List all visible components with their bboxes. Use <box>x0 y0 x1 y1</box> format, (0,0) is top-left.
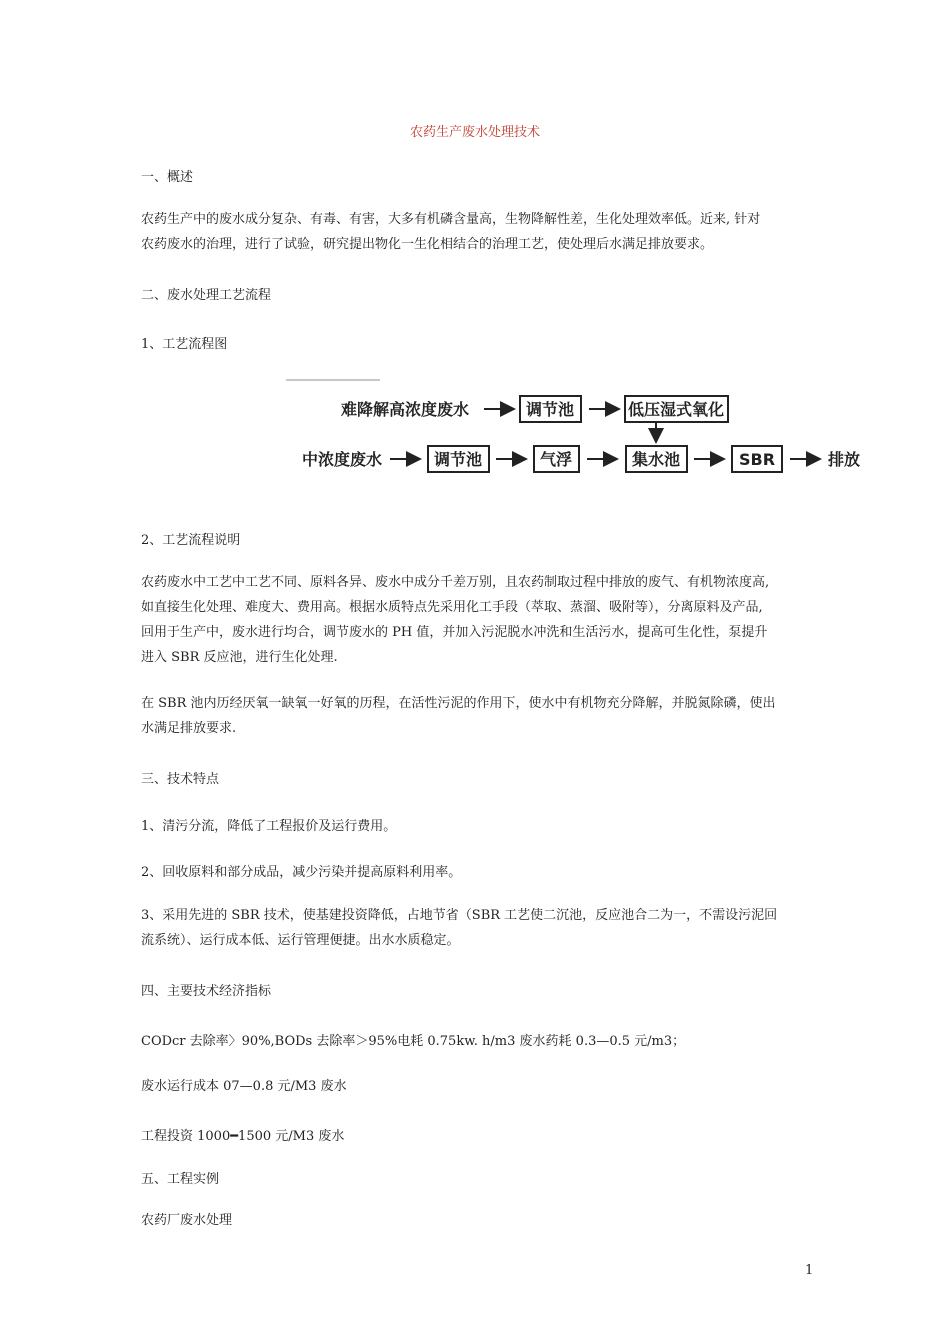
flow-source-high-concentration: 难降解高浓度废水 <box>341 400 470 419</box>
section-heading-indicators: 四、主要技术经济指标 <box>141 984 272 999</box>
example-line-pesticide-plant: 农药厂废水处理 <box>141 1213 233 1228</box>
flow-box-label: 调节池 <box>433 450 483 469</box>
paragraph-line: 在 SBR 池内历经厌氧一缺氧一好氧的历程，在活性污泥的作用下，使水中有机物充分降解，并脱氮除磷，使出 <box>141 696 776 711</box>
flow-box-label: 调节池 <box>525 400 575 419</box>
paragraph-line: 3、采用先进的 SBR 技术，使基建投资降低，占地节省（SBR 工艺使二沉池，反应池合二为一，不需设污泥回 <box>141 908 778 923</box>
flow-box-label: 低压湿式氧化 <box>627 400 725 419</box>
subheading-flow-chart: 1、工艺流程图 <box>141 337 228 352</box>
paragraph-line: 进入 SBR 反应池，进行生化处理. <box>141 650 338 665</box>
flow-description-paragraph-2 <box>141 691 813 741</box>
subheading-flow-description: 2、工艺流程说明 <box>141 533 241 548</box>
paragraph-line: 水满足排放要求. <box>141 721 237 736</box>
feature-item-2: 2、回收原料和部分成品，减少污染并提高原料利用率。 <box>141 865 462 880</box>
process-flow-diagram <box>280 372 870 480</box>
flow-box-label: 气浮 <box>539 450 573 469</box>
section-heading-examples: 五、工程实例 <box>141 1172 220 1187</box>
overview-line-2: 农药废水的治理，进行了试验，研究提出物化一生化相结合的治理工艺，使处理后水满足排放要求。 <box>141 237 714 252</box>
flow-description-paragraph-1 <box>141 570 813 670</box>
document-title: 农药生产废水处理技术 <box>409 125 540 140</box>
overview-line-1: 农药生产中的废水成分复杂、有毒、有害，大多有机磷含量高，生物降解性差，生化处理效率低。近来, 针对 <box>141 212 761 227</box>
page-number: 1 <box>805 1263 814 1278</box>
indicator-line-operating-cost: 废水运行成本 07—0.8 元/M3 废水 <box>141 1079 347 1094</box>
paragraph-line: 回用于生产中，废水进行均合，调节废水的 PH 值，并加入污泥脱水冲洗和生活污水，提高可生化性，泵提升 <box>141 625 768 640</box>
flow-end-discharge: 排放 <box>828 450 861 469</box>
feature-item-1: 1、清污分流，降低了工程报价及运行费用。 <box>141 819 397 834</box>
paragraph-line: 如直接生化处理、难度大、费用高。根据水质特点先采用化工手段（萃取、蒸溜、吸附等），分离原料及产品, <box>141 600 763 615</box>
paragraph-line: 流系统）、运行成本低、运行管理便捷。出水水质稳定。 <box>141 933 460 948</box>
paragraph-line: 农药废水中工艺中工艺不同、原料各异、废水中成分千差万别，且农药制取过程中排放的废气、有机物浓度高, <box>141 575 770 590</box>
overview-paragraph <box>141 207 813 257</box>
flow-source-medium-concentration: 中浓度废水 <box>302 450 383 469</box>
flow-box-label: SBR <box>738 450 776 469</box>
indicator-line-investment: 工程投资 1000━1500 元/M3 废水 <box>141 1129 345 1144</box>
section-heading-process: 二、废水处理工艺流程 <box>141 288 272 303</box>
feature-item-3 <box>141 903 813 953</box>
section-heading-overview: 一、概述 <box>141 170 194 185</box>
flow-box-label: 集水池 <box>631 450 681 469</box>
indicator-line-removal-rates: CODcr 去除率〉90%,BODs 去除率＞95%电耗 0.75kw. h/m3 废水药耗 0.3—0.5 元/m3； <box>141 1034 686 1049</box>
section-heading-features: 三、技术特点 <box>141 772 220 787</box>
